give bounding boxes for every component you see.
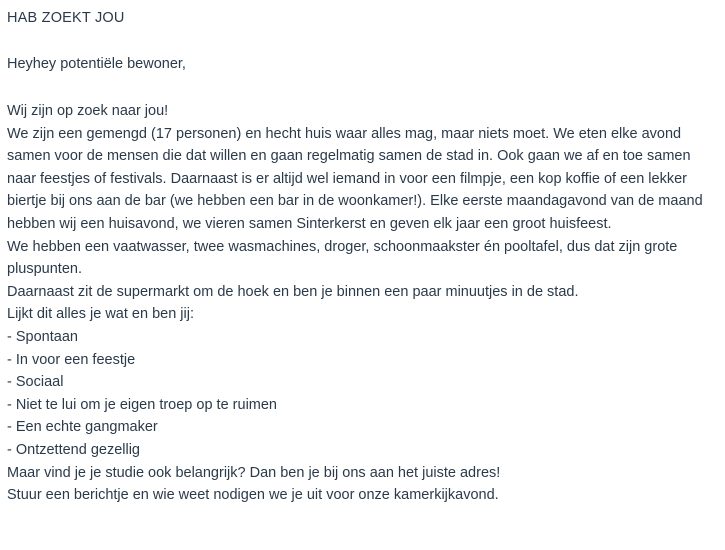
page-title: HAB ZOEKT JOU bbox=[7, 10, 125, 26]
paragraph-intro: Wij zijn op zoek naar jou! bbox=[7, 103, 169, 119]
paragraph-question: Lijkt dit alles je wat en ben jij: bbox=[7, 306, 194, 323]
list-item: - Sociaal bbox=[7, 374, 64, 391]
paragraph-call-to-action: Stuur een berichtje en wie weet nodigen we je uit voor onze kamerkijkavond. bbox=[7, 487, 499, 504]
paragraph-study: Maar vind je je studie ook belangrijk? Dan ben je bij ons aan het juiste adres! bbox=[7, 464, 501, 481]
list-item: - In voor een feestje bbox=[7, 351, 136, 368]
list-item: - Ontzettend gezellig bbox=[7, 441, 140, 458]
paragraph-house-description: We zijn een gemengd (17 personen) en hecht huis waar alles mag, maar niets moet. We eten elke avond samen voor de mensen die dat willen en gaan regelmatig samen de stad in. Ook gaan we af en toe samen naar feestjes of festivals. Daarnaast is er altijd wel iemand in voor een filmpje, een kop koffie of een lekker biertje bij ons aan de bar (we hebben een bar in de woonkamer!). Elke eerste maandagavond van de maand hebben wij een huisavond, we vieren samen Sinterkerst en geven elk jaar een groot huisfeest. bbox=[7, 125, 703, 232]
list-item: - Een echte gangmaker bbox=[7, 419, 158, 436]
paragraph-facilities: We hebben een vaatwasser, twee wasmachines, droger, schoonmaakster én pooltafel, dus dat zijn grote pluspunten. bbox=[7, 238, 678, 278]
body-text bbox=[7, 100, 715, 507]
salutation: Heyhey potentiële bewoner, bbox=[7, 56, 186, 72]
paragraph-location: Daarnaast zit de supermarkt om de hoek en ben je binnen een paar minuutjes in de stad. bbox=[7, 283, 579, 300]
list-item: - Niet te lui om je eigen troep op te ruimen bbox=[7, 396, 277, 413]
list-item: - Spontaan bbox=[7, 328, 78, 345]
